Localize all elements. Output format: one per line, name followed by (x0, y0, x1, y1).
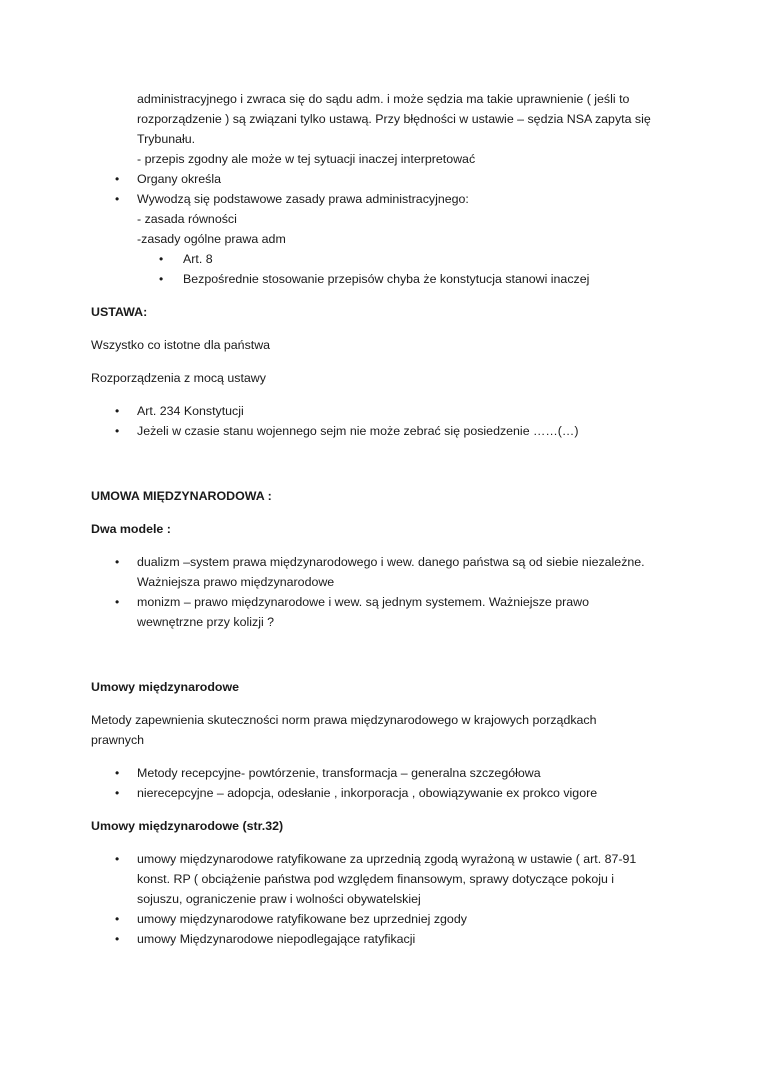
bullet-icon: • (115, 172, 120, 186)
section-heading-ustawa: USTAWA: (91, 305, 148, 319)
bullet-icon: • (115, 766, 120, 780)
nested-list-item: Art. 8 (183, 252, 213, 266)
list-item: umowy międzynarodowe ratyfikowane za uprzednią zgodą wyrażoną w ustawie ( art. 87-91 (137, 852, 637, 866)
list-item: Wywodzą się podstawowe zasady prawa administracyjnego: (137, 192, 469, 206)
list-item-continuation: sojuszu, ograniczenie praw i wolności obywatelskiej (137, 892, 421, 906)
bullet-icon: • (115, 555, 120, 569)
list-item-subline: - zasada równości (137, 212, 237, 226)
bullet-icon: • (159, 252, 164, 266)
bullet-icon: • (115, 786, 120, 800)
list-item: monizm – prawo międzynarodowe i wew. są jednym systemem. Ważniejsze prawo (137, 595, 589, 609)
list-item: dualizm –system prawa międzynarodowego i wew. danego państwa są od siebie niezależne. (137, 555, 645, 569)
list-item: nierecepcyjne – adopcja, odesłanie , inkorporacja , obowiązywanie ex prokco vigore (137, 786, 598, 800)
bullet-icon: • (115, 192, 120, 206)
bullet-icon: • (115, 424, 120, 438)
list-item-continuation: wewnętrzne przy kolizji ? (137, 615, 275, 629)
list-item: Metody recepcyjne- powtórzenie, transformacja – generalna szczegółowa (137, 766, 541, 780)
paragraph-line: - przepis zgodny ale może w tej sytuacji inaczej interpretować (137, 152, 476, 166)
paragraph: Wszystko co istotne dla państwa (91, 338, 271, 352)
paragraph: Rozporządzenia z mocą ustawy (91, 371, 266, 385)
paragraph-line: Metody zapewnienia skuteczności norm prawa międzynarodowego w krajowych porządkach (91, 713, 597, 727)
section-heading-umowa: UMOWA MIĘDZYNARODOWA : (91, 489, 272, 503)
paragraph-line: administracyjnego i zwraca się do sądu adm. i może sędzia ma takie uprawnienie ( jeśli to (137, 92, 630, 106)
section-heading-umowy: Umowy międzynarodowe (91, 680, 240, 694)
paragraph-line: rozporządzenie ) są związani tylko ustawą. Przy błędności w ustawie – sędzia NSA zapyta się (137, 112, 651, 126)
list-item: Jeżeli w czasie stanu wojennego sejm nie może zebrać się posiedzenie ……(…) (137, 424, 579, 438)
paragraph-line: prawnych (91, 733, 145, 747)
list-item: Art. 234 Konstytucji (137, 404, 244, 418)
bullet-icon: • (159, 272, 164, 286)
bullet-icon: • (115, 912, 120, 926)
bullet-icon: • (115, 852, 120, 866)
bullet-icon: • (115, 595, 120, 609)
list-item: umowy międzynarodowe ratyfikowane bez uprzedniej zgody (137, 912, 467, 926)
section-heading-umowy-str32: Umowy międzynarodowe (str.32) (91, 819, 284, 833)
list-item: Organy określa (137, 172, 222, 186)
bullet-icon: • (115, 932, 120, 946)
bullet-icon: • (115, 404, 120, 418)
list-item-subline: -zasady ogólne prawa adm (137, 232, 286, 246)
list-item-continuation: konst. RP ( obciążenie państwa pod względem finansowym, sprawy dotyczące pokoju i (137, 872, 615, 886)
list-item: umowy Międzynarodowe niepodlegające ratyfikacji (137, 932, 416, 946)
subheading-dwa-modele: Dwa modele : (91, 522, 171, 536)
list-item-continuation: Ważniejsza prawo międzynarodowe (137, 575, 335, 589)
nested-list-item: Bezpośrednie stosowanie przepisów chyba że konstytucja stanowi inaczej (183, 272, 590, 286)
paragraph-line: Trybunału. (137, 132, 196, 146)
